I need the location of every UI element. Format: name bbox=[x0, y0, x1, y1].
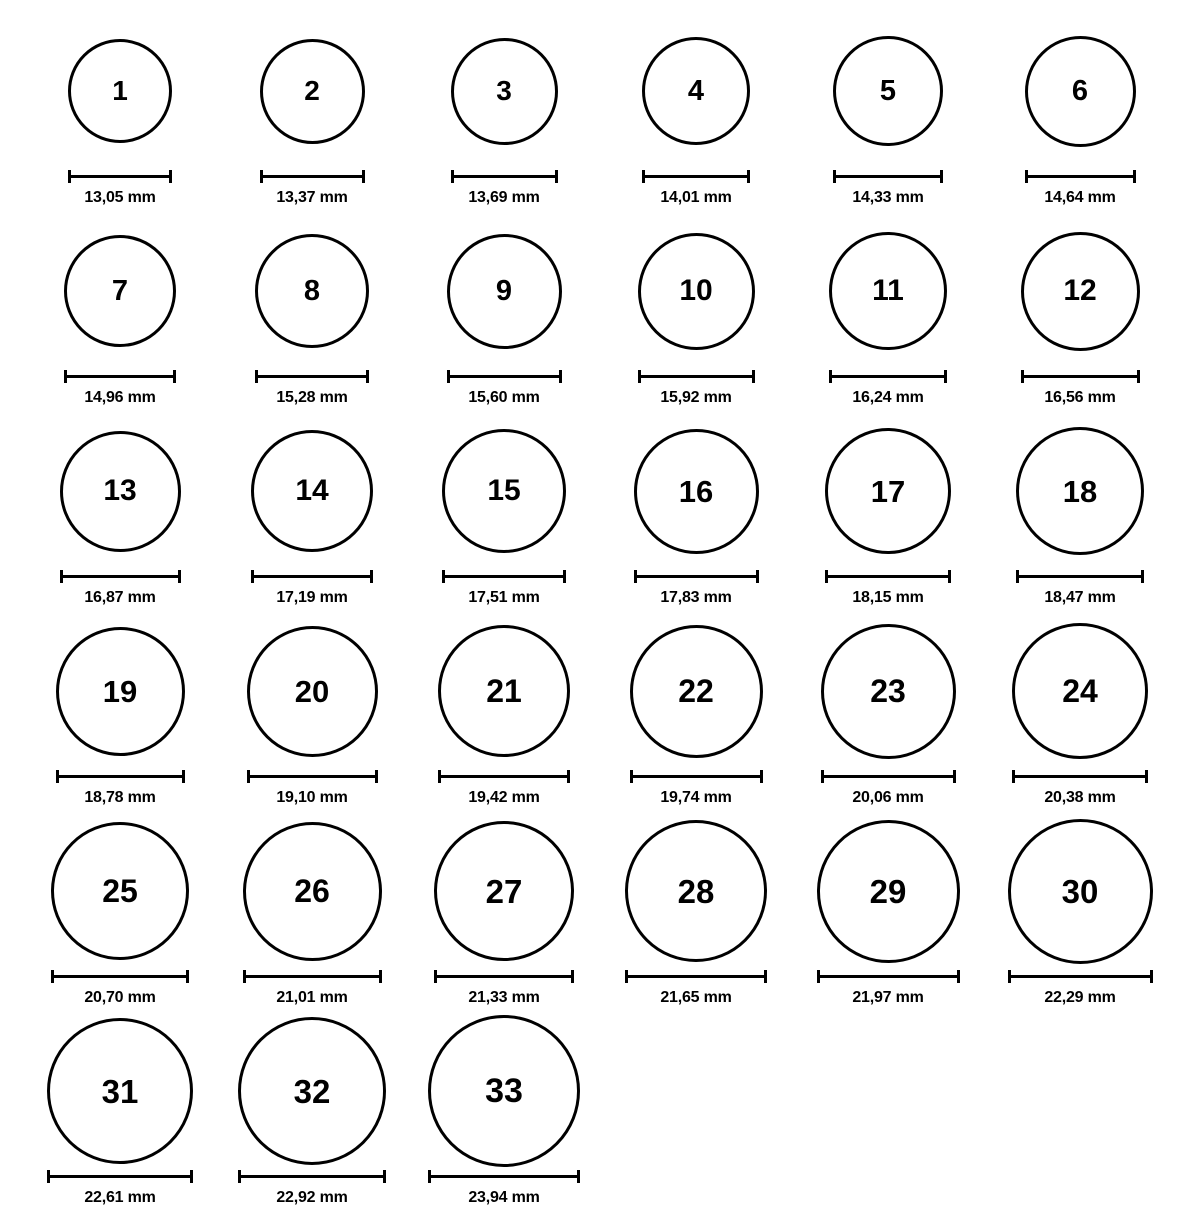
diameter-label: 17,51 mm bbox=[468, 589, 540, 606]
diameter-ruler bbox=[247, 770, 378, 784]
ruler-tick-right bbox=[760, 770, 763, 783]
ring-circle bbox=[51, 822, 189, 960]
diameter-label: 21,01 mm bbox=[276, 989, 348, 1006]
ruler-tick-right bbox=[948, 570, 951, 583]
ruler-tick-left bbox=[447, 370, 450, 383]
diameter-ruler bbox=[60, 570, 181, 584]
ring-size-number: 24 bbox=[1062, 673, 1098, 709]
ring-circle-wrapper bbox=[630, 618, 763, 764]
diameter-label: 22,29 mm bbox=[1044, 989, 1116, 1006]
diameter-ruler bbox=[630, 770, 763, 784]
diameter-ruler bbox=[625, 970, 767, 984]
ring-size-cell bbox=[409, 618, 599, 818]
ring-circle-wrapper bbox=[1025, 18, 1136, 164]
ring-circle bbox=[825, 428, 951, 554]
ruler-tick-left bbox=[243, 970, 246, 983]
ring-circle bbox=[1021, 232, 1140, 351]
ruler-tick-left bbox=[634, 570, 637, 583]
ring-size-number: 1 bbox=[112, 75, 128, 106]
ruler-bar bbox=[56, 775, 185, 778]
ring-size-number: 2 bbox=[304, 75, 320, 106]
ruler-tick-left bbox=[642, 170, 645, 183]
diameter-label: 22,61 mm bbox=[84, 1189, 156, 1206]
ring-size-cell bbox=[409, 18, 599, 218]
ring-size-number: 9 bbox=[495, 274, 513, 307]
ring-size-cell bbox=[793, 618, 983, 818]
diameter-label: 21,65 mm bbox=[660, 989, 732, 1006]
ring-circle-wrapper bbox=[638, 218, 755, 364]
ring-size-number: 21 bbox=[486, 673, 522, 709]
ruler-bar bbox=[821, 775, 956, 778]
diameter-label: 20,38 mm bbox=[1044, 789, 1116, 806]
ruler-tick-right bbox=[186, 970, 189, 983]
ring-size-cell bbox=[25, 618, 215, 818]
ring-circle bbox=[238, 1017, 386, 1165]
ruler-bar bbox=[638, 375, 755, 378]
ring-circle-wrapper bbox=[238, 1018, 386, 1164]
ruler-tick-right bbox=[379, 970, 382, 983]
ruler-tick-right bbox=[559, 370, 562, 383]
ruler-tick-left bbox=[56, 770, 59, 783]
ring-size-number: 22 bbox=[678, 673, 714, 709]
ruler-tick-right bbox=[190, 1170, 193, 1183]
diameter-ruler bbox=[434, 970, 574, 984]
ruler-tick-right bbox=[944, 370, 947, 383]
ring-circle-wrapper bbox=[260, 18, 365, 164]
ruler-tick-right bbox=[362, 170, 365, 183]
ruler-tick-right bbox=[1145, 770, 1148, 783]
ring-size-number: 16 bbox=[678, 473, 714, 509]
diameter-label: 13,69 mm bbox=[468, 189, 540, 206]
diameter-ruler bbox=[238, 1170, 386, 1184]
ring-size-number: 27 bbox=[485, 872, 523, 910]
ring-circle bbox=[447, 234, 562, 349]
ring-circle-wrapper bbox=[634, 418, 759, 564]
ruler-bar bbox=[630, 775, 763, 778]
ruler-bar bbox=[1012, 775, 1148, 778]
diameter-label: 17,83 mm bbox=[660, 589, 732, 606]
ruler-bar bbox=[255, 375, 369, 378]
ring-circle-wrapper bbox=[438, 618, 570, 764]
ring-circle-wrapper bbox=[447, 218, 562, 364]
ruler-tick-left bbox=[51, 970, 54, 983]
ring-size-number: 33 bbox=[485, 1072, 523, 1110]
ruler-bar bbox=[247, 775, 378, 778]
ring-size-number: 23 bbox=[870, 673, 906, 709]
ruler-tick-left bbox=[821, 770, 824, 783]
ring-size-cell bbox=[409, 818, 599, 1018]
ruler-tick-left bbox=[47, 1170, 50, 1183]
ring-size-cell bbox=[25, 218, 215, 418]
ring-size-number: 12 bbox=[1063, 274, 1097, 307]
ruler-tick-left bbox=[238, 1170, 241, 1183]
diameter-ruler bbox=[638, 370, 755, 384]
ring-size-grid bbox=[0, 18, 1200, 1218]
diameter-label: 15,92 mm bbox=[660, 389, 732, 406]
ruler-tick-left bbox=[60, 570, 63, 583]
diameter-ruler bbox=[428, 1170, 580, 1184]
ruler-tick-left bbox=[255, 370, 258, 383]
ring-size-cell bbox=[793, 18, 983, 218]
ring-circle bbox=[833, 36, 943, 146]
ruler-tick-left bbox=[1021, 370, 1024, 383]
ring-size-cell bbox=[25, 418, 215, 618]
ruler-bar bbox=[625, 975, 767, 978]
ruler-bar bbox=[68, 175, 172, 178]
ring-circle-wrapper bbox=[64, 218, 176, 364]
ruler-bar bbox=[243, 975, 382, 978]
diameter-ruler bbox=[1008, 970, 1153, 984]
ruler-bar bbox=[442, 575, 566, 578]
ring-size-cell bbox=[601, 18, 791, 218]
ring-circle bbox=[1025, 36, 1136, 147]
diameter-label: 19,42 mm bbox=[468, 789, 540, 806]
ring-circle-wrapper bbox=[434, 818, 574, 964]
ruler-tick-right bbox=[173, 370, 176, 383]
diameter-ruler bbox=[833, 170, 943, 184]
ring-size-number: 26 bbox=[294, 873, 330, 909]
diameter-ruler bbox=[442, 570, 566, 584]
ring-circle-wrapper bbox=[243, 818, 382, 964]
diameter-ruler bbox=[438, 770, 570, 784]
ring-size-number: 4 bbox=[687, 74, 705, 107]
diameter-ruler bbox=[1016, 570, 1144, 584]
ring-size-cell bbox=[601, 418, 791, 618]
ruler-tick-left bbox=[833, 170, 836, 183]
ring-circle bbox=[255, 234, 369, 348]
diameter-label: 15,60 mm bbox=[468, 389, 540, 406]
diameter-label: 16,24 mm bbox=[852, 389, 924, 406]
diameter-label: 13,05 mm bbox=[84, 189, 156, 206]
diameter-label: 19,74 mm bbox=[660, 789, 732, 806]
diameter-label: 16,56 mm bbox=[1044, 389, 1116, 406]
ring-size-cell bbox=[601, 818, 791, 1018]
ring-size-number: 17 bbox=[870, 473, 906, 509]
ring-size-number: 5 bbox=[879, 74, 897, 107]
diameter-label: 18,78 mm bbox=[84, 789, 156, 806]
ring-size-number: 7 bbox=[111, 274, 129, 307]
ring-circle bbox=[821, 624, 956, 759]
diameter-ruler bbox=[64, 370, 176, 384]
ruler-bar bbox=[260, 175, 365, 178]
ruler-bar bbox=[642, 175, 750, 178]
ring-size-cell bbox=[985, 618, 1175, 818]
diameter-label: 18,15 mm bbox=[852, 589, 924, 606]
diameter-label: 14,33 mm bbox=[852, 189, 924, 206]
ring-circle bbox=[829, 232, 947, 350]
diameter-ruler bbox=[825, 570, 951, 584]
ruler-tick-left bbox=[1016, 570, 1019, 583]
ring-size-number: 32 bbox=[293, 1072, 331, 1110]
ruler-tick-right bbox=[178, 570, 181, 583]
ruler-tick-left bbox=[247, 770, 250, 783]
ruler-tick-left bbox=[630, 770, 633, 783]
ruler-tick-right bbox=[571, 970, 574, 983]
ruler-bar bbox=[1008, 975, 1153, 978]
ring-circle bbox=[247, 626, 378, 757]
ruler-bar bbox=[251, 575, 373, 578]
ring-size-number: 25 bbox=[102, 873, 138, 909]
ruler-tick-right bbox=[953, 770, 956, 783]
ring-size-cell bbox=[985, 818, 1175, 1018]
diameter-ruler bbox=[243, 970, 382, 984]
ruler-tick-right bbox=[957, 970, 960, 983]
ruler-bar bbox=[451, 175, 558, 178]
diameter-ruler bbox=[642, 170, 750, 184]
ring-size-cell bbox=[985, 418, 1175, 618]
ruler-bar bbox=[438, 775, 570, 778]
ring-circle bbox=[638, 233, 755, 350]
ruler-bar bbox=[833, 175, 943, 178]
ring-size-cell bbox=[217, 418, 407, 618]
diameter-ruler bbox=[68, 170, 172, 184]
ring-size-number: 13 bbox=[103, 474, 137, 507]
diameter-label: 16,87 mm bbox=[84, 589, 156, 606]
ring-circle-wrapper bbox=[251, 418, 373, 564]
ring-circle bbox=[260, 39, 365, 144]
ruler-tick-right bbox=[1150, 970, 1153, 983]
ruler-tick-right bbox=[375, 770, 378, 783]
ring-size-cell bbox=[985, 218, 1175, 418]
ring-circle bbox=[47, 1018, 193, 1164]
ring-size-number: 14 bbox=[295, 474, 329, 507]
diameter-ruler bbox=[447, 370, 562, 384]
ruler-tick-left bbox=[434, 970, 437, 983]
ruler-bar bbox=[447, 375, 562, 378]
ruler-bar bbox=[47, 1175, 193, 1178]
diameter-label: 19,10 mm bbox=[276, 789, 348, 806]
ruler-tick-left bbox=[1025, 170, 1028, 183]
ruler-tick-left bbox=[428, 1170, 431, 1183]
ruler-tick-right bbox=[555, 170, 558, 183]
diameter-ruler bbox=[255, 370, 369, 384]
ring-size-number: 6 bbox=[1071, 74, 1089, 107]
diameter-label: 20,06 mm bbox=[852, 789, 924, 806]
ruler-tick-right bbox=[756, 570, 759, 583]
ring-size-number: 10 bbox=[679, 274, 713, 307]
ring-circle-wrapper bbox=[642, 18, 750, 164]
ring-size-cell bbox=[217, 618, 407, 818]
diameter-ruler bbox=[1021, 370, 1140, 384]
ring-size-number: 30 bbox=[1061, 872, 1099, 910]
diameter-label: 13,37 mm bbox=[276, 189, 348, 206]
ring-size-cell bbox=[217, 1018, 407, 1218]
ring-size-number: 19 bbox=[102, 673, 138, 709]
ruler-bar bbox=[634, 575, 759, 578]
ring-circle-wrapper bbox=[1016, 418, 1144, 564]
ruler-bar bbox=[1021, 375, 1140, 378]
diameter-ruler bbox=[829, 370, 947, 384]
ruler-tick-right bbox=[567, 770, 570, 783]
ring-circle bbox=[625, 820, 767, 962]
diameter-ruler bbox=[634, 570, 759, 584]
ring-size-number: 3 bbox=[496, 75, 512, 106]
ring-size-cell bbox=[409, 1018, 599, 1218]
ruler-tick-left bbox=[817, 970, 820, 983]
ring-circle-wrapper bbox=[1008, 818, 1153, 964]
ruler-tick-right bbox=[747, 170, 750, 183]
ruler-tick-left bbox=[251, 570, 254, 583]
ring-size-cell bbox=[985, 18, 1175, 218]
ring-circle-wrapper bbox=[255, 218, 369, 364]
ruler-bar bbox=[1025, 175, 1136, 178]
ruler-tick-left bbox=[625, 970, 628, 983]
ruler-bar bbox=[238, 1175, 386, 1178]
ruler-bar bbox=[829, 375, 947, 378]
ring-size-cell bbox=[25, 818, 215, 1018]
ring-circle bbox=[64, 235, 176, 347]
ring-circle-wrapper bbox=[451, 18, 558, 164]
ruler-tick-left bbox=[1012, 770, 1015, 783]
diameter-ruler bbox=[1012, 770, 1148, 784]
ring-circle bbox=[68, 39, 172, 143]
ruler-tick-right bbox=[940, 170, 943, 183]
ring-size-number: 29 bbox=[869, 872, 907, 910]
ring-circle bbox=[60, 431, 181, 552]
ring-size-cell bbox=[25, 1018, 215, 1218]
ruler-tick-right bbox=[1137, 370, 1140, 383]
ring-circle-wrapper bbox=[829, 218, 947, 364]
ring-size-cell bbox=[25, 18, 215, 218]
ruler-bar bbox=[434, 975, 574, 978]
ring-circle-wrapper bbox=[56, 618, 185, 764]
ruler-tick-right bbox=[182, 770, 185, 783]
diameter-label: 23,94 mm bbox=[468, 1189, 540, 1206]
ring-circle-wrapper bbox=[442, 418, 566, 564]
ring-circle-wrapper bbox=[821, 618, 956, 764]
diameter-label: 18,47 mm bbox=[1044, 589, 1116, 606]
ring-circle bbox=[630, 625, 763, 758]
ring-circle bbox=[1008, 819, 1153, 964]
ring-circle bbox=[251, 430, 373, 552]
diameter-label: 14,96 mm bbox=[84, 389, 156, 406]
ring-circle-wrapper bbox=[825, 418, 951, 564]
ruler-tick-left bbox=[825, 570, 828, 583]
ring-circle-wrapper bbox=[51, 818, 189, 964]
diameter-ruler bbox=[451, 170, 558, 184]
ruler-bar bbox=[428, 1175, 580, 1178]
diameter-ruler bbox=[51, 970, 189, 984]
ring-size-cell bbox=[217, 18, 407, 218]
ruler-tick-left bbox=[260, 170, 263, 183]
ring-size-number: 8 bbox=[303, 274, 321, 307]
ring-circle-wrapper bbox=[817, 818, 960, 964]
diameter-label: 14,01 mm bbox=[660, 189, 732, 206]
ruler-tick-right bbox=[366, 370, 369, 383]
ruler-tick-left bbox=[68, 170, 71, 183]
diameter-ruler bbox=[821, 770, 956, 784]
ruler-tick-left bbox=[64, 370, 67, 383]
ring-size-number: 18 bbox=[1062, 473, 1098, 509]
ring-circle-wrapper bbox=[1012, 618, 1148, 764]
ruler-tick-right bbox=[577, 1170, 580, 1183]
diameter-label: 21,33 mm bbox=[468, 989, 540, 1006]
ring-circle bbox=[1012, 623, 1148, 759]
ruler-tick-right bbox=[563, 570, 566, 583]
ring-size-cell bbox=[217, 218, 407, 418]
ring-size-cell bbox=[601, 618, 791, 818]
diameter-label: 15,28 mm bbox=[276, 389, 348, 406]
ring-size-cell bbox=[793, 818, 983, 1018]
ruler-tick-right bbox=[764, 970, 767, 983]
ring-circle bbox=[451, 38, 558, 145]
diameter-label: 21,97 mm bbox=[852, 989, 924, 1006]
ring-circle bbox=[634, 429, 759, 554]
ruler-tick-left bbox=[442, 570, 445, 583]
ring-circle bbox=[243, 822, 382, 961]
ring-size-number: 11 bbox=[872, 274, 904, 307]
ring-size-number: 20 bbox=[294, 673, 330, 709]
ruler-bar bbox=[64, 375, 176, 378]
ring-circle-wrapper bbox=[1021, 218, 1140, 364]
ring-size-number: 28 bbox=[677, 872, 715, 910]
ruler-tick-left bbox=[829, 370, 832, 383]
ruler-tick-left bbox=[451, 170, 454, 183]
diameter-ruler bbox=[1025, 170, 1136, 184]
ruler-tick-left bbox=[638, 370, 641, 383]
ruler-bar bbox=[817, 975, 960, 978]
ring-circle-wrapper bbox=[833, 18, 943, 164]
ring-circle-wrapper bbox=[247, 618, 378, 764]
diameter-label: 22,92 mm bbox=[276, 1189, 348, 1206]
ruler-tick-right bbox=[169, 170, 172, 183]
ring-size-cell bbox=[601, 218, 791, 418]
ring-circle bbox=[642, 37, 750, 145]
ring-size-cell bbox=[409, 418, 599, 618]
ruler-bar bbox=[51, 975, 189, 978]
ring-size-cell bbox=[409, 218, 599, 418]
ring-circle-wrapper bbox=[428, 1018, 580, 1164]
ring-size-cell bbox=[217, 818, 407, 1018]
ruler-tick-right bbox=[1141, 570, 1144, 583]
diameter-ruler bbox=[47, 1170, 193, 1184]
diameter-ruler bbox=[56, 770, 185, 784]
diameter-label: 20,70 mm bbox=[84, 989, 156, 1006]
ruler-bar bbox=[1016, 575, 1144, 578]
ring-circle bbox=[434, 821, 574, 961]
ruler-tick-right bbox=[1133, 170, 1136, 183]
ring-circle bbox=[817, 820, 960, 963]
diameter-label: 17,19 mm bbox=[276, 589, 348, 606]
diameter-ruler bbox=[817, 970, 960, 984]
ruler-bar bbox=[825, 575, 951, 578]
diameter-label: 14,64 mm bbox=[1044, 189, 1116, 206]
ruler-tick-right bbox=[383, 1170, 386, 1183]
ruler-tick-right bbox=[370, 570, 373, 583]
ring-circle-wrapper bbox=[68, 18, 172, 164]
ring-circle bbox=[1016, 427, 1144, 555]
ring-size-cell bbox=[793, 418, 983, 618]
ring-size-number: 31 bbox=[101, 1072, 139, 1110]
ring-size-number: 15 bbox=[487, 474, 521, 507]
ruler-tick-left bbox=[1008, 970, 1011, 983]
ruler-tick-right bbox=[752, 370, 755, 383]
ring-circle bbox=[428, 1015, 580, 1167]
ring-size-cell bbox=[793, 218, 983, 418]
ruler-bar bbox=[60, 575, 181, 578]
ring-circle-wrapper bbox=[625, 818, 767, 964]
ring-circle-wrapper bbox=[47, 1018, 193, 1164]
diameter-ruler bbox=[251, 570, 373, 584]
ring-circle-wrapper bbox=[60, 418, 181, 564]
ring-circle bbox=[56, 627, 185, 756]
ruler-tick-left bbox=[438, 770, 441, 783]
ring-circle bbox=[438, 625, 570, 757]
diameter-ruler bbox=[260, 170, 365, 184]
ring-circle bbox=[442, 429, 566, 553]
